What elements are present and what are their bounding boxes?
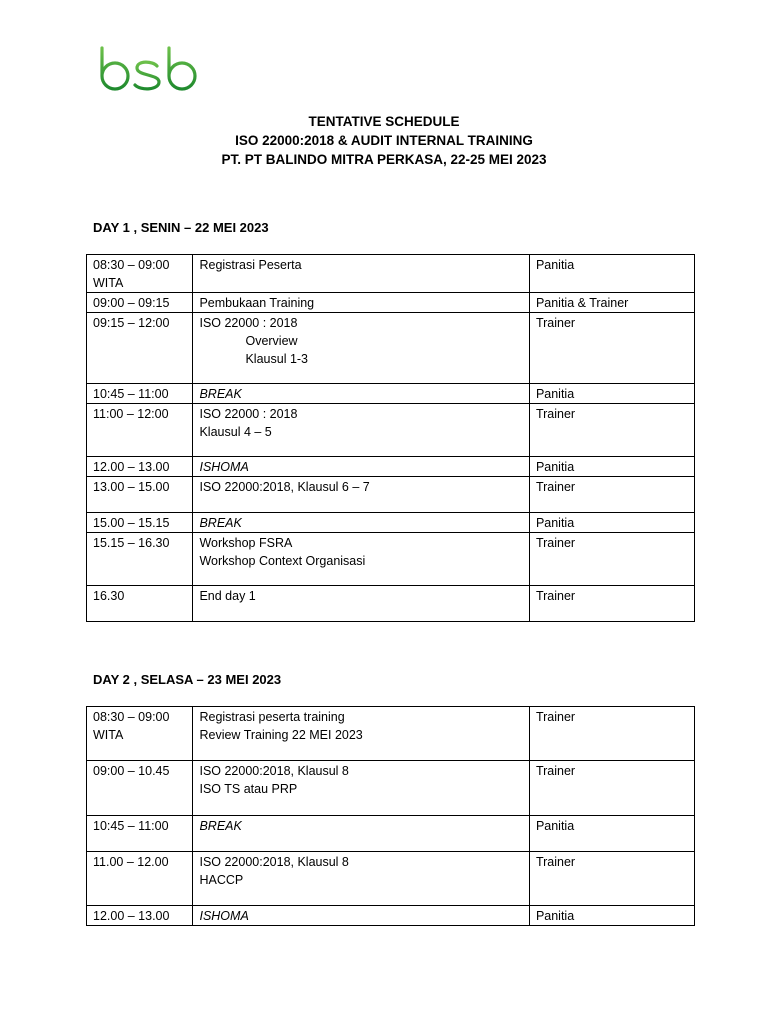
pic-cell: Trainer <box>529 586 694 622</box>
activity-cell: End day 1 <box>193 586 529 622</box>
activity-cell: Pembukaan Training <box>193 293 529 313</box>
pic-cell: Panitia & Trainer <box>529 293 694 313</box>
table-row <box>87 906 695 926</box>
pic-cell: Trainer <box>529 313 694 384</box>
table-row <box>87 761 695 816</box>
time-cell: 10:45 – 11:00 <box>87 384 193 404</box>
pic-cell: Trainer <box>529 761 694 816</box>
pic-cell: Trainer <box>529 477 694 513</box>
time-cell: 13.00 – 15.00 <box>87 477 193 513</box>
time-cell: 09:15 – 12:00 <box>87 313 193 384</box>
activity-cell: ISHOMA <box>193 457 529 477</box>
time-cell: 11.00 – 12.00 <box>87 852 193 906</box>
activity-cell: ISHOMA <box>193 906 529 926</box>
day2-schedule-table <box>86 706 695 926</box>
pic-cell: Panitia <box>529 513 694 533</box>
activity-cell: BREAK <box>193 816 529 852</box>
time-cell: 08:30 – 09:00 WITA <box>87 707 193 761</box>
time-cell: 15.15 – 16.30 <box>87 533 193 586</box>
table-row <box>87 477 695 513</box>
activity-cell: ISO 22000 : 2018 Overview Klausul 1-3 <box>193 313 529 384</box>
pic-cell: Trainer <box>529 404 694 457</box>
title-line-1: TENTATIVE SCHEDULE <box>308 114 460 129</box>
table-row <box>87 533 695 586</box>
pic-cell: Panitia <box>529 255 694 293</box>
table-row <box>87 255 695 293</box>
time-cell: 12.00 – 13.00 <box>87 906 193 926</box>
table-row <box>87 586 695 622</box>
day1-heading: DAY 1 , SENIN – 22 MEI 2023 <box>93 220 269 235</box>
table-row <box>87 293 695 313</box>
pic-cell: Trainer <box>529 707 694 761</box>
pic-cell: Trainer <box>529 852 694 906</box>
table-row <box>87 384 695 404</box>
title-line-3: PT. PT BALINDO MITRA PERKASA, 22-25 MEI 2023 <box>221 152 547 167</box>
activity-cell: ISO 22000:2018, Klausul 8 HACCP <box>193 852 529 906</box>
activity-cell: ISO 22000:2018, Klausul 6 – 7 <box>193 477 529 513</box>
day2-heading: DAY 2 , SELASA – 23 MEI 2023 <box>93 672 282 687</box>
table-row <box>87 457 695 477</box>
activity-cell: ISO 22000:2018, Klausul 8 ISO TS atau PRP <box>193 761 529 816</box>
activity-cell: Registrasi Peserta <box>193 255 529 293</box>
activity-cell: BREAK <box>193 384 529 404</box>
time-cell: 11:00 – 12:00 <box>87 404 193 457</box>
table-row <box>87 313 695 384</box>
pic-cell: Panitia <box>529 457 694 477</box>
activity-cell: Workshop FSRA Workshop Context Organisasi <box>193 533 529 586</box>
activity-cell: BREAK <box>193 513 529 533</box>
time-cell: 15.00 – 15.15 <box>87 513 193 533</box>
pic-cell: Panitia <box>529 816 694 852</box>
activity-cell: ISO 22000 : 2018 Klausul 4 – 5 <box>193 404 529 457</box>
title-line-2: ISO 22000:2018 & AUDIT INTERNAL TRAINING <box>235 133 533 148</box>
time-cell: 16.30 <box>87 586 193 622</box>
table-row <box>87 513 695 533</box>
day1-schedule-table <box>86 254 695 622</box>
document-title <box>0 112 768 169</box>
pic-cell: Panitia <box>529 384 694 404</box>
table-row <box>87 852 695 906</box>
time-cell: 09:00 – 10.45 <box>87 761 193 816</box>
activity-cell: Registrasi peserta training Review Training 22 MEI 2023 <box>193 707 529 761</box>
table-row <box>87 707 695 761</box>
time-cell: 12.00 – 13.00 <box>87 457 193 477</box>
bsb-logo <box>97 46 199 92</box>
pic-cell: Panitia <box>529 906 694 926</box>
table-row <box>87 816 695 852</box>
table-row <box>87 404 695 457</box>
time-cell: 08:30 – 09:00 WITA <box>87 255 193 293</box>
time-cell: 09:00 – 09:15 <box>87 293 193 313</box>
time-cell: 10:45 – 11:00 <box>87 816 193 852</box>
pic-cell: Trainer <box>529 533 694 586</box>
